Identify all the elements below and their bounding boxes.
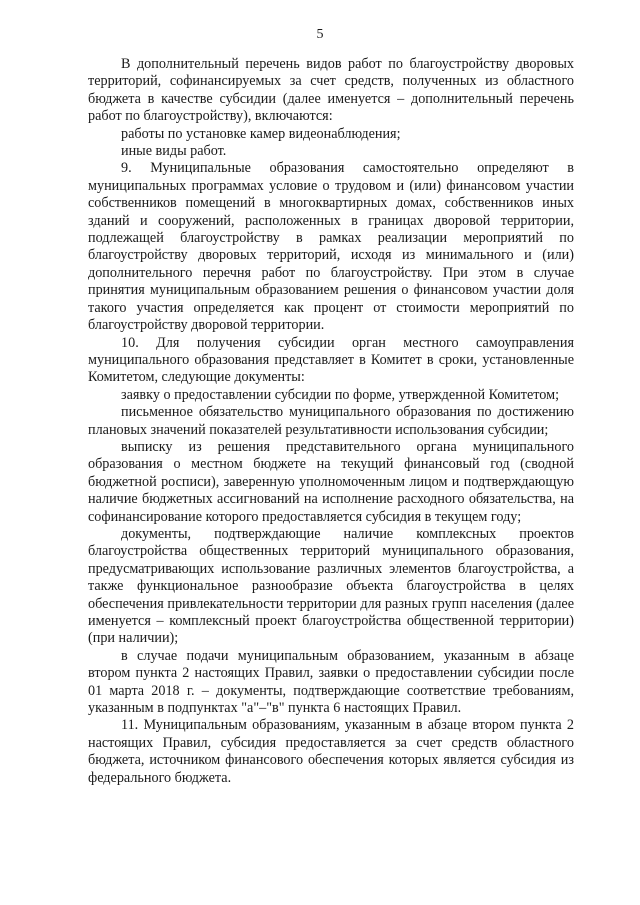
page-number: 5: [316, 27, 324, 42]
paragraph-item-10: 10. Для получения субсидии орган местного самоуправления муниципального образования представляет в Комитет в сроки, установленные Комитетом, следующие документы:: [88, 334, 574, 386]
paragraph-cameras: работы по установке камер видеонаблюдения;: [121, 125, 401, 142]
paragraph-documents: документы, подтверждающие наличие комплексных проектов благоустройства общественных территорий муниципального образования, предусматривающих использование различных элементов благоустройства, а также функциональное разнообразие объекта благоустройства в целях обеспечения привлекательности территории для разных групп населения (далее именуется – комплексный проект благоустройства общественной территории) (при наличии);: [88, 525, 574, 647]
paragraph-application: заявку о предоставлении субсидии по форме, утвержденной Комитетом;: [121, 386, 560, 403]
paragraph-other-works: иные виды работ.: [121, 143, 227, 160]
paragraph-item-11: 11. Муниципальным образованиям, указанным в абзаце втором пункта 2 настоящих Правил, субсидия предоставляется за счет средств областного бюджета, источником финансового обеспечения которых является субсидия из федерального бюджета.: [88, 717, 574, 786]
paragraph-obligation: письменное обязательство муниципального образования по достижению плановых значений показателей результативности использования субсидии;: [88, 404, 574, 438]
paragraph-extract: выписку из решения представительного органа муниципального образования о местном бюджете на текущий финансовый год (сводной бюджетной росписи), заверенную уполномоченным лицом и подтверждающую наличие бюджетных ассигнований на исполнение расходного обязательства, на софинансирование которого предоставляется субсидия в текущем году;: [88, 438, 574, 525]
paragraph-additional-list-intro: В дополнительный перечень видов работ по благоустройству дворовых территорий, софинансируемых за счет средств, полученных из областного бюджета в качестве субсидии (далее именуется – дополнительный перечень работ по благоустройству), включаются:: [88, 56, 574, 125]
paragraph-item-9: 9. Муниципальные образования самостоятельно определяют в муниципальных программах условие о трудовом и (или) финансовом участии собственников помещений в многоквартирных домах, собственников иных зданий и сооружений, расположенных в границах дворовой территории, подлежащей благоустройству в рамках реализации мероприятий по благоустройству дворовых территорий, исходя из минимального и (или) дополнительного перечня работ по благоустройству. При этом в случае принятия муниципальным образованием решения о финансовом участии доля такого участия определяется как процент от стоимости мероприятий по благоустройству дворовой территории.: [88, 160, 574, 334]
document-body: [88, 56, 574, 787]
paragraph-late-submission: в случае подачи муниципальным образованием, указанным в абзаце втором пункта 2 настоящих Правил, заявки о предоставлении субсидии после 01 марта 2018 г. – документы, подтверждающие соответствие требованиям, указанным в подпунктах "а"–"в" пункта 6 настоящих Правил.: [88, 647, 574, 717]
